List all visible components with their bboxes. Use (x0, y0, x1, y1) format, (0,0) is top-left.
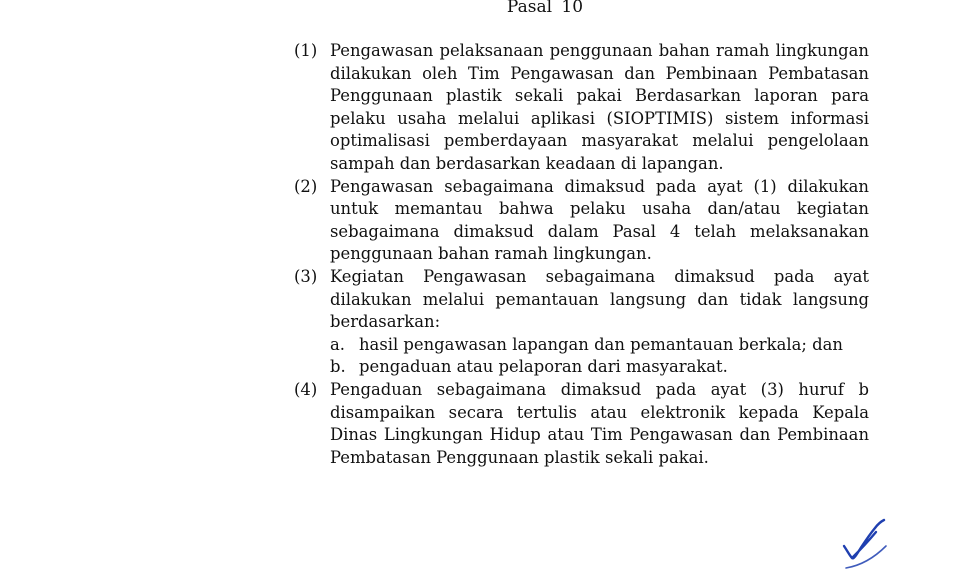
article-heading: Pasal 10 (506, 0, 584, 17)
paragraph-text: Kegiatan Pengawasan sebagaimana dimaksud pada ayat dilakukan melalui pemantauan langsung dan tidak langsung berdasarkan: (330, 266, 869, 332)
paragraph-1 (294, 40, 869, 176)
subitem-b (330, 356, 869, 379)
subitem-letter: b. (330, 357, 346, 377)
subitem-text: hasil pengawasan lapangan dan pemantauan berkala; dan (359, 334, 843, 354)
paragraph-2 (294, 176, 869, 266)
paragraph-3 (294, 266, 869, 334)
paragraph-4 (294, 379, 869, 469)
paragraph-number: (2) (294, 176, 318, 196)
article-body (294, 40, 869, 469)
signature-check-mark (838, 516, 888, 571)
subitem-text: pengaduan atau pelaporan dari masyarakat. (359, 357, 728, 377)
paragraph-text: Pengawasan pelaksanaan penggunaan bahan ramah lingkungan dilakukan oleh Tim Pengawasan dan Pembinaan Pembatasan Penggunaan plastik sekali pakai Berdasarkan laporan para pelaku usaha melalui aplikasi (SIOPTIMIS) sistem informasi optimalisasi pemberdayaan masyarakat melalui pengelolaan sampah dan berdasarkan keadaan di lapangan. (330, 41, 869, 173)
paragraph-number: (4) (294, 379, 318, 399)
paragraph-text: Pengawasan sebagaimana dimaksud pada ayat (1) dilakukan untuk memantau bahwa pelaku usaha dan/atau kegiatan sebagaimana dimaksud dalam Pasal 4 telah melaksanakan penggunaan bahan ramah lingkungan. (330, 176, 869, 264)
paragraph-text: Pengaduan sebagaimana dimaksud pada ayat (3) huruf b disampaikan secara tertulis atau elektronik kepada Kepala Dinas Lingkungan Hidup atau Tim Pengawasan dan Pembinaan Pembatasan Penggunaan plastik sekali pakai. (330, 379, 869, 467)
subitem-a (330, 334, 869, 357)
paragraph-number: (3) (294, 266, 318, 286)
subitem-letter: a. (330, 334, 345, 354)
paragraph-number: (1) (294, 41, 318, 60)
